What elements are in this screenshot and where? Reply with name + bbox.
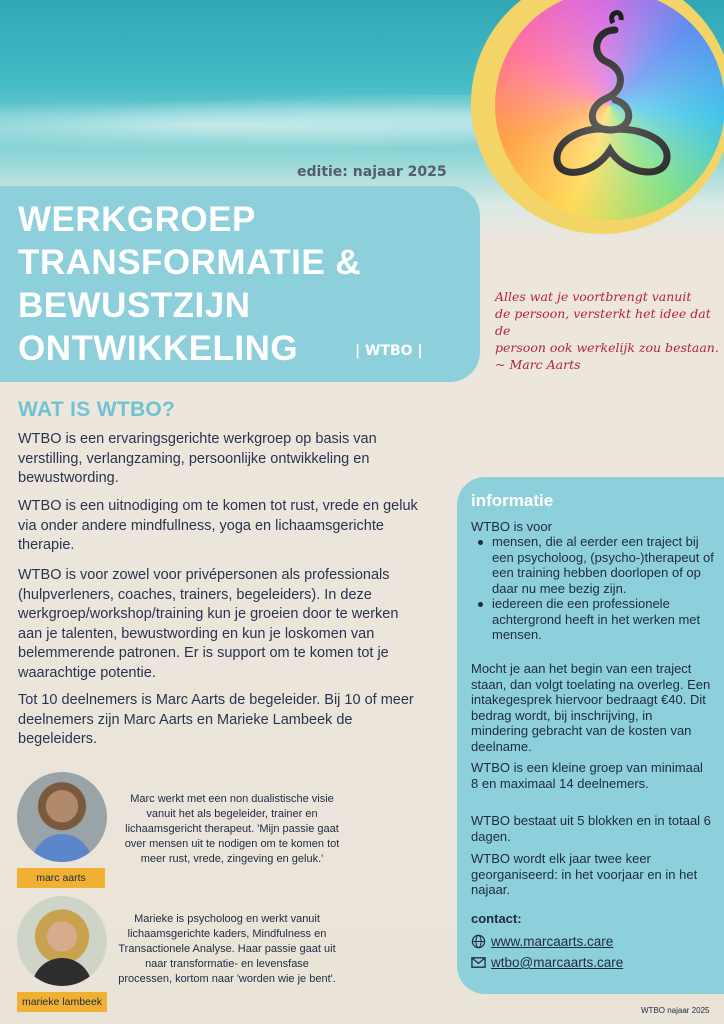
info-bullet-list (476, 534, 716, 643)
quote-author: ~ Marc Aarts (495, 357, 581, 372)
website-link[interactable] (471, 934, 613, 949)
info-bullet: iedereen die een professionele achtergrond heeft in het werken met mensen. (476, 596, 716, 643)
info-paragraph: WTBO wordt elk jaar twee keer georganiseerd: in het voorjaar en in het najaar. (471, 851, 698, 897)
body-paragraph: WTBO is voor zowel voor privépersonen als professionals (hulpverleners, coaches, trainers, begeleiders). In deze werkgroep/workshop/training kun je groeien door te werken aan je talenten, bewustwording en kun je loskomen van belemmerende patronen. Er is support om te komen tot je waarachtige potentie. (18, 567, 399, 681)
body-paragraph: WTBO is een ervaringsgerichte werkgroep op basis van verstilling, verlangzaming, persoonlijke ontwikkeling en bewustwording. (18, 431, 377, 486)
contact-heading: contact: (471, 911, 522, 926)
facilitator-bio: Marc werkt met een non dualistische visie vanuit het als begeleider, trainer en lichaamsgericht therapeut. 'Mijn passie gaat over mensen uit te nodigen om te komen tot meer rust, vrede, zingeving en geluk.' (124, 793, 340, 865)
title-line: TRANSFORMATIE & (18, 243, 362, 282)
avatar-marieke-lambeek (17, 896, 107, 986)
quote-line: de persoon, versterkt het idee dat de (495, 306, 711, 338)
quote-line: persoon ook werkelijk zou bestaan. (495, 340, 719, 355)
avatar-marc-aarts (17, 772, 107, 862)
body-paragraph: WTBO is een uitnodiging om te komen tot rust, vrede en geluk via onder andere mindfullness, yoga en lichaamsgerichte therapie. (18, 498, 418, 553)
globe-icon (471, 934, 486, 949)
edition-label: editie: najaar 2025 (297, 164, 447, 180)
title-line: WERKGROEP (18, 200, 256, 239)
name-tag: marieke lambeek (17, 992, 107, 1012)
name-tag: marc aarts (17, 868, 105, 888)
info-paragraph: Mocht je aan het begin van een traject staan, dan volgt toelating na overleg. Een intakegesprek hiervoor bedraagt €40. Dit bedrag wordt, bij inschrijving, in mindering gebracht van de kosten van deelname. (471, 661, 711, 754)
logo (495, 0, 724, 220)
footer-label: WTBO najaar 2025 (641, 1006, 710, 1015)
info-paragraph: WTBO is een kleine groep van minimaal 8 en maximaal 14 deelnemers. (471, 760, 703, 791)
facilitator-bio: Marieke is psycholoog en werkt vanuit lichaamsgerichte kaders, Mindfulness en Transactionele Analyse. Haar passie gaat uit naar transformatie- en levensfase processen, kortom naar 'worden wie je bent'. (118, 913, 336, 985)
meditation-figure-icon (495, 0, 724, 220)
info-paragraph: WTBO bestaat uit 5 blokken en in totaal 6 dagen. (471, 813, 711, 844)
title-line: ONTWIKKELING (18, 329, 299, 368)
title-abbreviation: | WTBO | (355, 343, 423, 359)
info-heading: informatie (471, 491, 554, 510)
body-paragraph: Tot 10 deelnemers is Marc Aarts de begeleider. Bij 10 of meer deelnemers zijn Marc Aarts en Marieke Lambeek de begeleiders. (18, 692, 414, 747)
quote-line: Alles wat je voortbrengt vanuit (495, 289, 692, 304)
info-intro: WTBO is voor (471, 519, 552, 534)
email-address[interactable]: wtbo@marcaarts.care (491, 955, 624, 970)
quote (495, 288, 724, 373)
title-line: BEWUSTZIJN (18, 286, 251, 325)
envelope-icon (471, 955, 486, 970)
section-heading: WAT IS WTBO? (18, 398, 176, 421)
email-link[interactable] (471, 955, 623, 970)
info-bullet: mensen, die al eerder een traject bij een psycholoog, (psycho-)therapeut of een training hebben doorlopen of op daar nu mee bezig zijn. (476, 534, 716, 596)
website-url[interactable]: www.marcaarts.care (491, 934, 614, 949)
